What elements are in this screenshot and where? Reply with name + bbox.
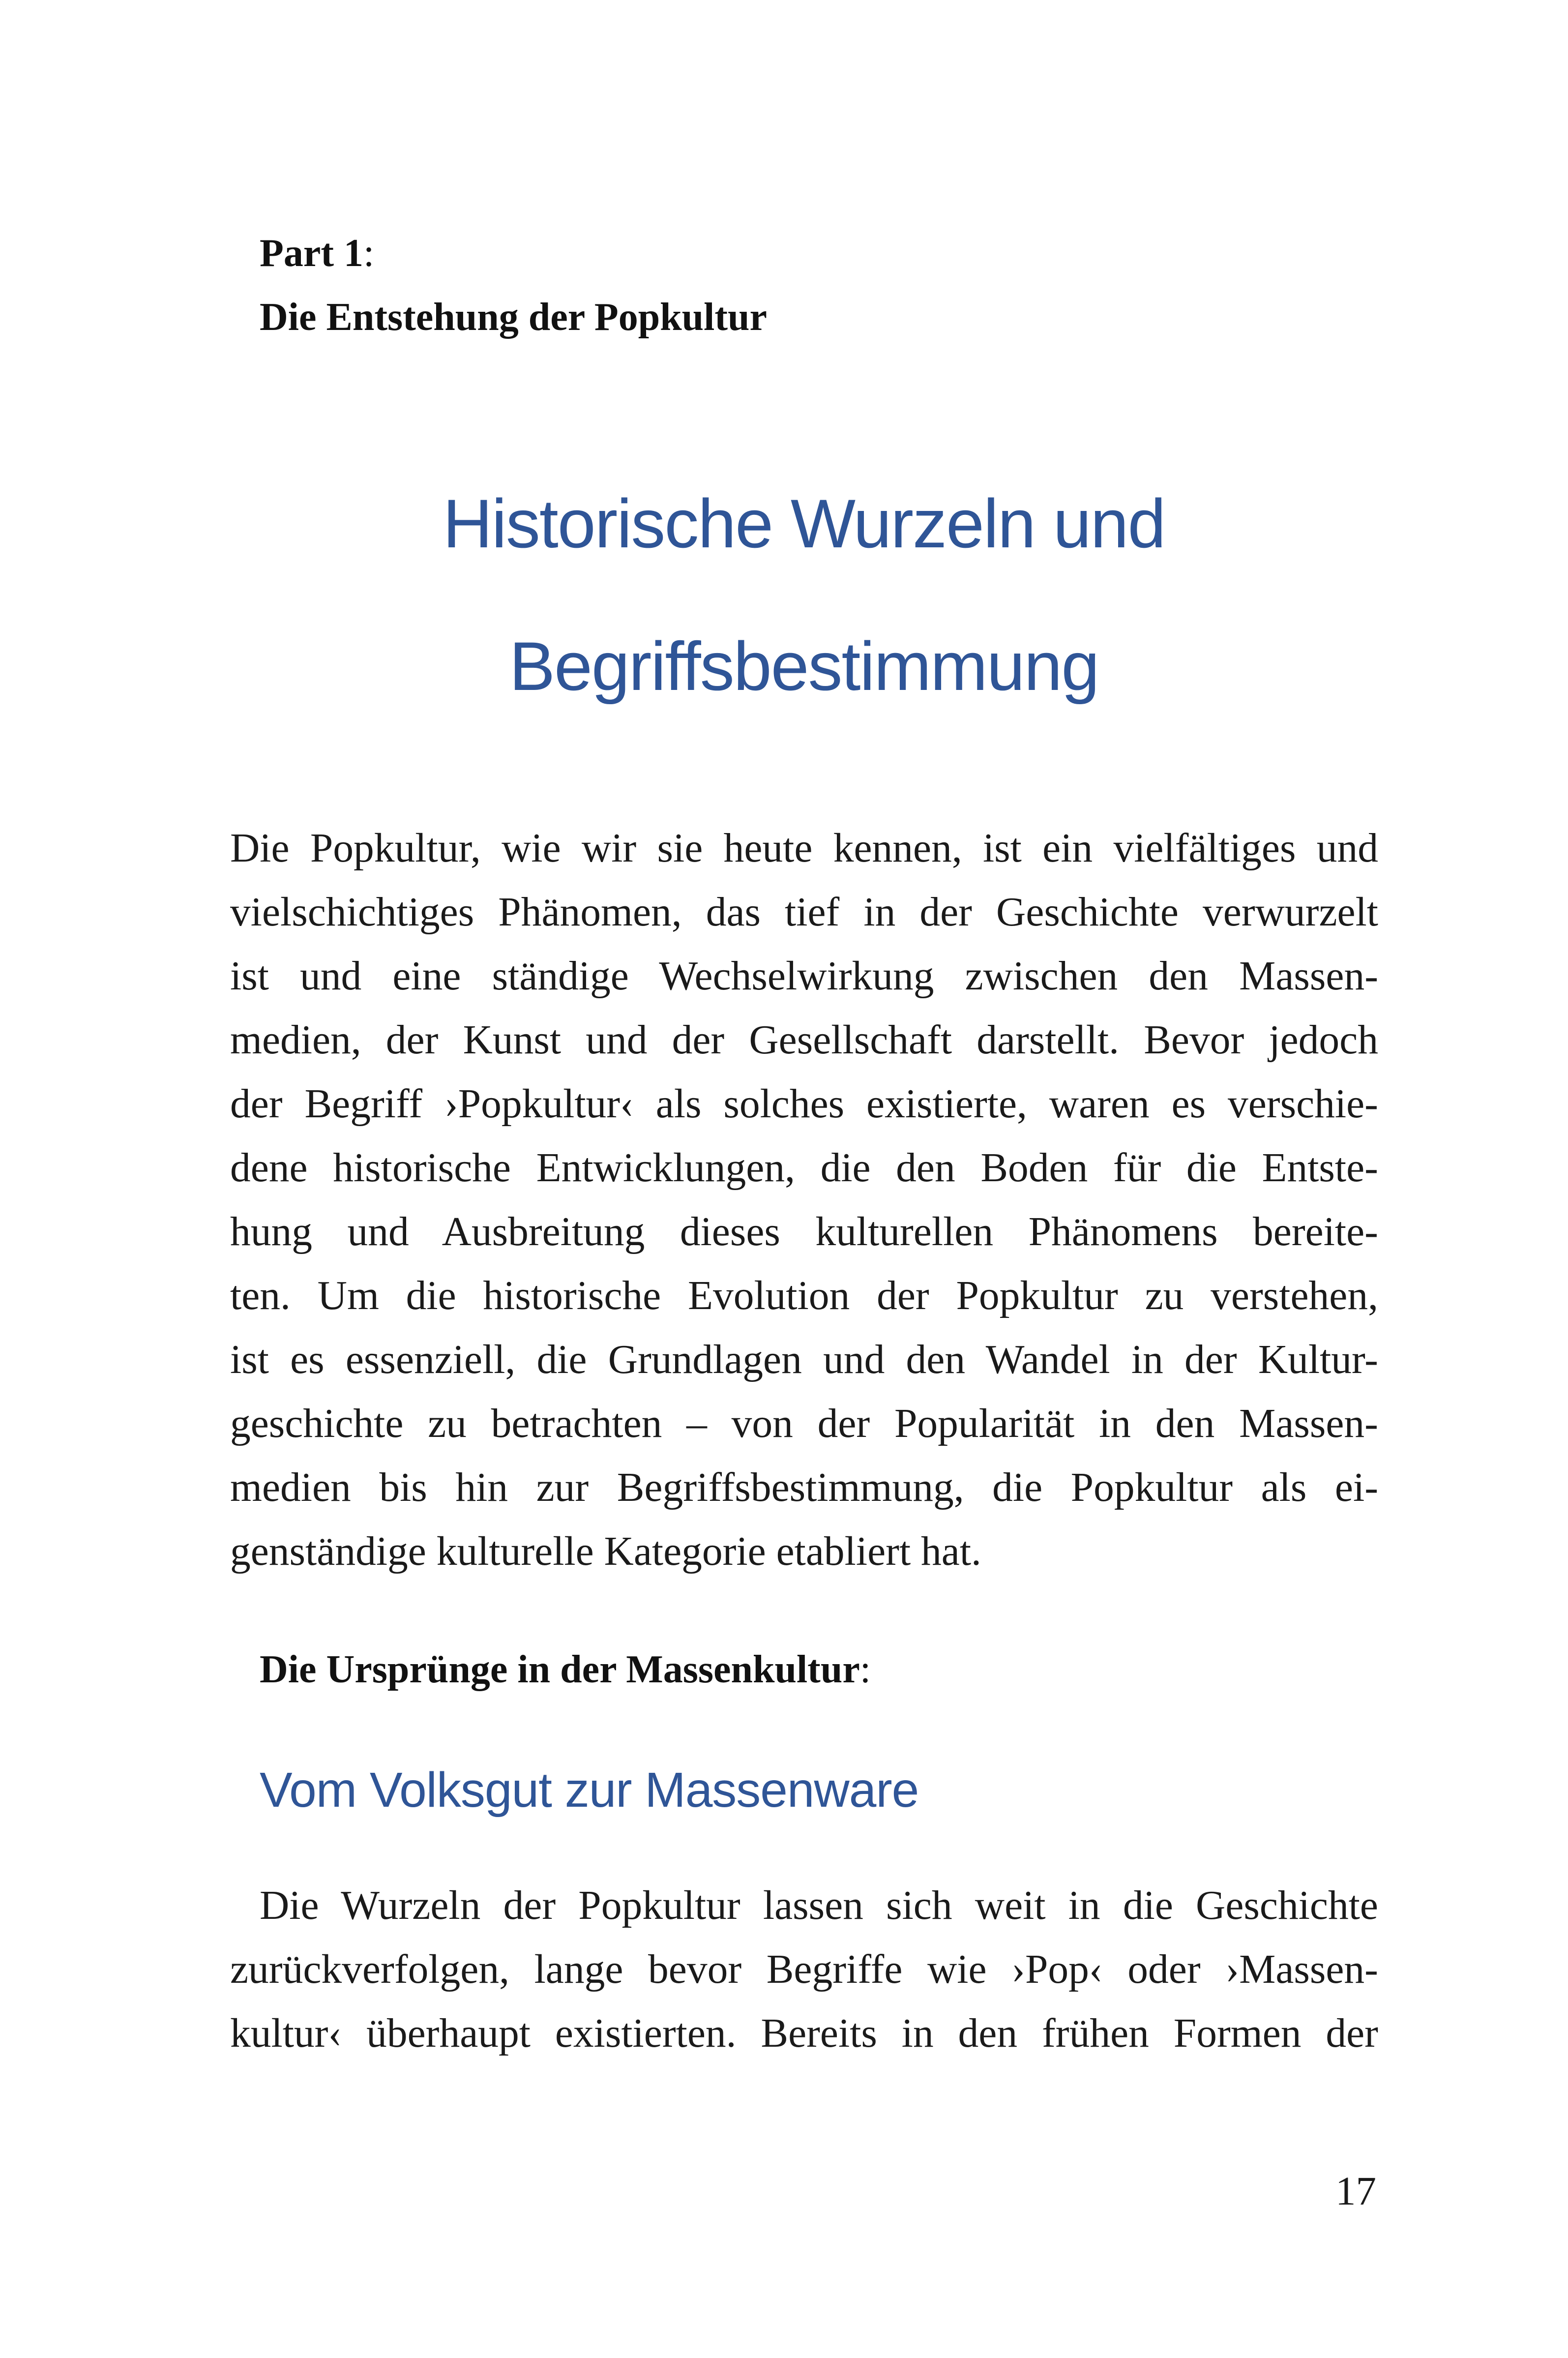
section-heading-colon: : [859, 1648, 871, 1691]
paragraph-line: zurückverfolgen, lange bevor Begriffe wie ›Pop‹ oder ›Massen- [230, 1947, 1378, 1992]
paragraph-line: medien, der Kunst und der Gesellschaft darstellt. Bevor jedoch [230, 1017, 1378, 1063]
paragraph-line: dene historische Entwicklungen, die den Boden für die Entste- [230, 1145, 1378, 1191]
chapter-title-line-1: Historische Wurzeln und [443, 485, 1165, 562]
section-heading [260, 1638, 871, 1701]
paragraph-line: ist es essenziell, die Grundlagen und den Wandel in der Kultur- [230, 1337, 1378, 1382]
paragraph-line: ist und eine ständige Wechselwirkung zwischen den Massen- [230, 954, 1378, 999]
page-number: 17 [1335, 2168, 1376, 2213]
paragraph-line: der Begriff ›Popkultur‹ als solches existierte, waren es verschie- [230, 1081, 1378, 1127]
paragraph-line: hung und Ausbreitung dieses kulturellen Phänomens bereite- [230, 1209, 1378, 1254]
paragraph-line: geschichte zu betrachten – von der Popularität in den Massen- [230, 1401, 1378, 1446]
section-subheading: Vom Volksgut zur Massenware [260, 1762, 919, 1818]
part-label-line [260, 221, 767, 285]
paragraph-line: Die Wurzeln der Popkultur lassen sich weit in die Geschichte [260, 1883, 1378, 1928]
chapter-title [231, 452, 1377, 738]
chapter-title-line-2: Begriffsbestimmung [509, 627, 1099, 705]
paragraph-line: medien bis hin zur Begriffsbestimmung, die Popkultur als ei- [230, 1465, 1378, 1510]
part-label: Part 1 [260, 232, 364, 275]
intro-paragraph [230, 816, 1378, 1583]
part-header [260, 221, 767, 349]
paragraph-line: ten. Um die historische Evolution der Popkultur zu verstehen, [230, 1273, 1378, 1318]
paragraph-line: genständige kulturelle Kategorie etabliert hat. [230, 1529, 981, 1574]
part-label-colon: : [363, 232, 375, 275]
section-heading-text: Die Ursprünge in der Massenkultur [260, 1648, 860, 1691]
paragraph-line: Die Popkultur, wie wir sie heute kennen, ist ein vielfältiges und [230, 826, 1378, 871]
paragraph-line: kultur‹ überhaupt existierten. Bereits in den frühen Formen der [230, 2011, 1378, 2056]
section-paragraph [230, 1874, 1378, 2065]
paragraph-line: vielschichtiges Phänomen, das tief in der Geschichte verwurzelt [230, 890, 1378, 935]
part-title: Die Entstehung der Popkultur [260, 296, 768, 339]
